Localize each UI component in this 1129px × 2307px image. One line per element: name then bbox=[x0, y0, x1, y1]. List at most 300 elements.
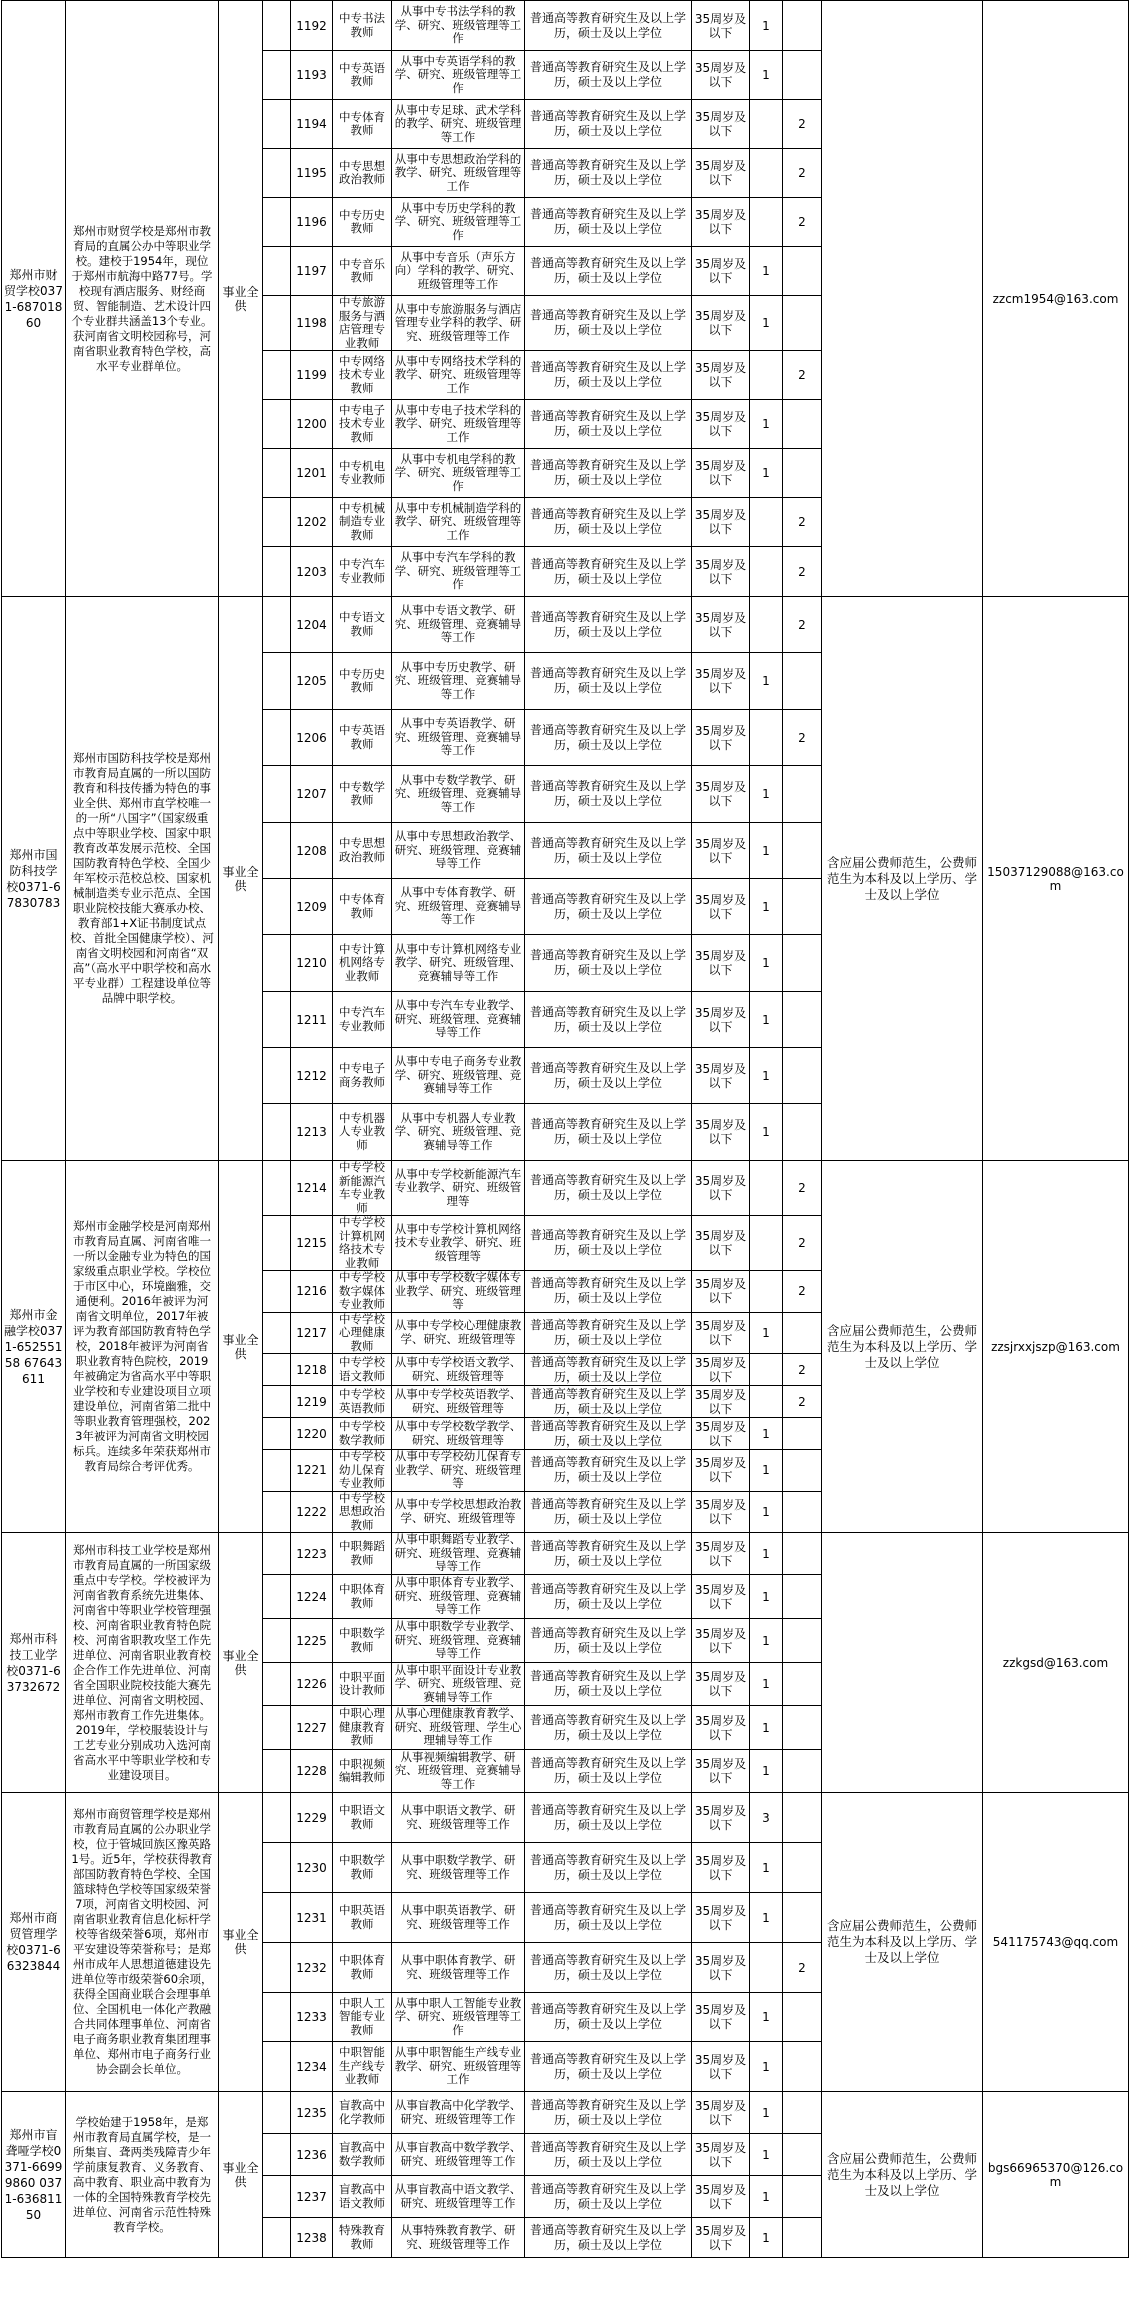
age-requirement: 35周岁及以下 bbox=[692, 1750, 750, 1793]
count-b bbox=[783, 1048, 822, 1104]
education-requirement: 普通高等教育研究生及以上学历，硕士及以上学位 bbox=[525, 935, 692, 992]
count-a: 1 bbox=[750, 1312, 783, 1354]
position-name: 中专电子商务教师 bbox=[333, 1048, 392, 1104]
age-requirement: 35周岁及以下 bbox=[692, 1161, 750, 1216]
table-row bbox=[2, 1533, 1129, 1575]
count-a: 1 bbox=[750, 400, 783, 449]
position-code: 1226 bbox=[291, 1663, 333, 1706]
job-duties: 从事中职体育专业教学、研究、班级管理、竞赛辅导等工作 bbox=[392, 1575, 525, 1619]
count-b bbox=[783, 1104, 822, 1161]
blank-cell bbox=[263, 351, 291, 400]
position-code: 1193 bbox=[291, 51, 333, 100]
position-code: 1233 bbox=[291, 1993, 333, 2042]
count-b bbox=[783, 1663, 822, 1706]
blank-cell bbox=[263, 1271, 291, 1313]
age-requirement: 35周岁及以下 bbox=[692, 2134, 750, 2176]
count-a: 1 bbox=[750, 1706, 783, 1750]
count-a: 1 bbox=[750, 247, 783, 296]
position-code: 1204 bbox=[291, 597, 333, 653]
age-requirement: 35周岁及以下 bbox=[692, 2042, 750, 2092]
count-b: 2 bbox=[783, 100, 822, 149]
position-name: 中专思想政治教师 bbox=[333, 149, 392, 198]
job-duties: 从事中职人工智能专业教学、研究、班级管理等工作 bbox=[392, 1993, 525, 2042]
position-name: 中职舞蹈教师 bbox=[333, 1533, 392, 1575]
age-requirement: 35周岁及以下 bbox=[692, 1312, 750, 1354]
position-name: 中专英语教师 bbox=[333, 51, 392, 100]
count-b bbox=[783, 879, 822, 935]
position-name: 中专体育教师 bbox=[333, 100, 392, 149]
education-requirement: 普通高等教育研究生及以上学历，硕士及以上学位 bbox=[525, 100, 692, 149]
education-requirement: 普通高等教育研究生及以上学历，硕士及以上学位 bbox=[525, 653, 692, 710]
count-b bbox=[783, 1793, 822, 1843]
contact-email: zzkgsd@163.com bbox=[983, 1533, 1129, 1793]
position-name: 中专数学教师 bbox=[333, 766, 392, 823]
count-a bbox=[750, 498, 783, 547]
blank-cell bbox=[263, 597, 291, 653]
count-b bbox=[783, 449, 822, 498]
age-requirement: 35周岁及以下 bbox=[692, 1354, 750, 1386]
education-requirement: 普通高等教育研究生及以上学历，硕士及以上学位 bbox=[525, 449, 692, 498]
position-name: 中专计算机网络专业教师 bbox=[333, 935, 392, 992]
school-name: 郑州市盲聋哑学校0371-66999860 0371-63681150 bbox=[2, 2092, 66, 2258]
position-code: 1198 bbox=[291, 296, 333, 351]
table-row bbox=[2, 1, 1129, 51]
job-duties: 从事中专机械制造学科的教学、研究、班级管理等工作 bbox=[392, 498, 525, 547]
position-name: 中专汽车专业教师 bbox=[333, 547, 392, 597]
blank-cell bbox=[263, 149, 291, 198]
job-duties: 从事中专电子商务专业教学、研究、班级管理、竞赛辅导等工作 bbox=[392, 1048, 525, 1104]
position-code: 1200 bbox=[291, 400, 333, 449]
position-code: 1228 bbox=[291, 1750, 333, 1793]
position-name: 中专语文教师 bbox=[333, 597, 392, 653]
count-b: 2 bbox=[783, 1216, 822, 1271]
education-requirement: 普通高等教育研究生及以上学历，硕士及以上学位 bbox=[525, 1843, 692, 1893]
count-a: 1 bbox=[750, 992, 783, 1048]
education-requirement: 普通高等教育研究生及以上学历，硕士及以上学位 bbox=[525, 597, 692, 653]
education-requirement: 普通高等教育研究生及以上学历，硕士及以上学位 bbox=[525, 1161, 692, 1216]
age-requirement: 35周岁及以下 bbox=[692, 1386, 750, 1418]
age-requirement: 35周岁及以下 bbox=[692, 1893, 750, 1943]
position-name: 中专音乐教师 bbox=[333, 247, 392, 296]
age-requirement: 35周岁及以下 bbox=[692, 351, 750, 400]
job-duties: 从事中专机电学科的教学、研究、班级管理等工作 bbox=[392, 449, 525, 498]
job-duties: 从事中专学校语文教学、研究、班级管理等 bbox=[392, 1354, 525, 1386]
count-b bbox=[783, 1312, 822, 1354]
education-requirement: 普通高等教育研究生及以上学历，硕士及以上学位 bbox=[525, 149, 692, 198]
position-code: 1210 bbox=[291, 935, 333, 992]
count-b: 2 bbox=[783, 1161, 822, 1216]
position-name: 中专学校心理健康教师 bbox=[333, 1312, 392, 1354]
funding-type: 事业全供 bbox=[219, 597, 263, 1161]
age-requirement: 35周岁及以下 bbox=[692, 1619, 750, 1663]
position-name: 盲教高中数学教师 bbox=[333, 2134, 392, 2176]
age-requirement: 35周岁及以下 bbox=[692, 1993, 750, 2042]
job-duties: 从事中专学校英语教学、研究、班级管理等 bbox=[392, 1386, 525, 1418]
age-requirement: 35周岁及以下 bbox=[692, 1491, 750, 1533]
age-requirement: 35周岁及以下 bbox=[692, 2092, 750, 2134]
school-name: 郑州市科技工业学校0371-63732672 bbox=[2, 1533, 66, 1793]
age-requirement: 35周岁及以下 bbox=[692, 935, 750, 992]
education-requirement: 普通高等教育研究生及以上学历，硕士及以上学位 bbox=[525, 1271, 692, 1313]
blank-cell bbox=[263, 51, 291, 100]
count-b: 2 bbox=[783, 498, 822, 547]
position-code: 1213 bbox=[291, 1104, 333, 1161]
blank-cell bbox=[263, 1354, 291, 1386]
job-duties: 从事中专学校数字媒体专业教学、研究、班级管理等 bbox=[392, 1271, 525, 1313]
blank-cell bbox=[263, 1312, 291, 1354]
education-requirement: 普通高等教育研究生及以上学历，硕士及以上学位 bbox=[525, 2042, 692, 2092]
job-duties: 从事视频编辑教学、研究、班级管理、竞赛辅导等工作 bbox=[392, 1750, 525, 1793]
position-code: 1199 bbox=[291, 351, 333, 400]
position-code: 1212 bbox=[291, 1048, 333, 1104]
count-b bbox=[783, 766, 822, 823]
table-row bbox=[2, 1161, 1129, 1216]
school-name: 郑州市金融学校0371-65255158 67643611 bbox=[2, 1161, 66, 1533]
count-a: 1 bbox=[750, 766, 783, 823]
contact-email: 541175743@qq.com bbox=[983, 1793, 1129, 2092]
school-description: 郑州市商贸管理学校是郑州市教育局直属的公办职业学校，位于管城回族区豫英路1号。近5年，学校获得教育部国防教育特色学校、全国篮球特色学校等国家级荣誉7项，河南省文明校园、河南省职业教育信息化标杆学校等省级荣誉6项，郑州市平安建设等荣誉称号；是郑州市成年人思想道德建设先进单位等市级荣誉60余项，获得全国商业联合会理事单位、全国机电一体化产教融合共同体理事单位、河南省电子商务职业教育集团理事单位、郑州市电子商务行业协会副会长单位。 bbox=[66, 1793, 219, 2092]
education-requirement: 普通高等教育研究生及以上学历，硕士及以上学位 bbox=[525, 1575, 692, 1619]
count-b bbox=[783, 2218, 822, 2258]
remarks bbox=[822, 1533, 983, 1793]
position-name: 中专学校英语教师 bbox=[333, 1386, 392, 1418]
blank-cell bbox=[263, 498, 291, 547]
job-duties: 从事中专学校幼儿保育专业教学、研究、班级管理等 bbox=[392, 1450, 525, 1492]
position-code: 1215 bbox=[291, 1216, 333, 1271]
position-name: 中职英语教师 bbox=[333, 1893, 392, 1943]
position-name: 中专机器人专业教师 bbox=[333, 1104, 392, 1161]
position-name: 中职数学教师 bbox=[333, 1619, 392, 1663]
position-name: 中专英语教师 bbox=[333, 710, 392, 766]
count-a: 1 bbox=[750, 296, 783, 351]
position-code: 1223 bbox=[291, 1533, 333, 1575]
position-code: 1203 bbox=[291, 547, 333, 597]
position-code: 1195 bbox=[291, 149, 333, 198]
position-code: 1209 bbox=[291, 879, 333, 935]
position-code: 1194 bbox=[291, 100, 333, 149]
count-b bbox=[783, 1706, 822, 1750]
count-a: 1 bbox=[750, 1843, 783, 1893]
funding-type: 事业全供 bbox=[219, 1533, 263, 1793]
job-duties: 从事中专历史学科的教学、研究、班级管理等工作 bbox=[392, 198, 525, 247]
count-b bbox=[783, 1575, 822, 1619]
age-requirement: 35周岁及以下 bbox=[692, 597, 750, 653]
blank-cell bbox=[263, 2134, 291, 2176]
count-b bbox=[783, 1993, 822, 2042]
education-requirement: 普通高等教育研究生及以上学历，硕士及以上学位 bbox=[525, 1619, 692, 1663]
blank-cell bbox=[263, 198, 291, 247]
age-requirement: 35周岁及以下 bbox=[692, 1450, 750, 1492]
position-name: 中专学校语文教师 bbox=[333, 1354, 392, 1386]
blank-cell bbox=[263, 2092, 291, 2134]
blank-cell bbox=[263, 823, 291, 879]
contact-email: zzcm1954@163.com bbox=[983, 1, 1129, 597]
position-name: 中专学校数字媒体专业教师 bbox=[333, 1271, 392, 1313]
blank-cell bbox=[263, 1706, 291, 1750]
count-b bbox=[783, 992, 822, 1048]
job-duties: 从事中专学校思想政治教学、研究、班级管理等 bbox=[392, 1491, 525, 1533]
funding-type: 事业全供 bbox=[219, 1793, 263, 2092]
contact-email: bgs66965370@126.com bbox=[983, 2092, 1129, 2258]
age-requirement: 35周岁及以下 bbox=[692, 1216, 750, 1271]
age-requirement: 35周岁及以下 bbox=[692, 296, 750, 351]
funding-type: 事业全供 bbox=[219, 1161, 263, 1533]
blank-cell bbox=[263, 1533, 291, 1575]
count-b bbox=[783, 1533, 822, 1575]
job-duties: 从事盲教高中语文教学、研究、班级管理等工作 bbox=[392, 2176, 525, 2218]
age-requirement: 35周岁及以下 bbox=[692, 823, 750, 879]
position-code: 1211 bbox=[291, 992, 333, 1048]
count-b bbox=[783, 1843, 822, 1893]
count-b: 2 bbox=[783, 1354, 822, 1386]
blank-cell bbox=[263, 1893, 291, 1943]
position-name: 中职人工智能专业教师 bbox=[333, 1993, 392, 2042]
job-duties: 从事中职语文教学、研究、班级管理等工作 bbox=[392, 1793, 525, 1843]
count-a: 1 bbox=[750, 2092, 783, 2134]
education-requirement: 普通高等教育研究生及以上学历，硕士及以上学位 bbox=[525, 51, 692, 100]
position-name: 中职智能生产线专业教师 bbox=[333, 2042, 392, 2092]
education-requirement: 普通高等教育研究生及以上学历，硕士及以上学位 bbox=[525, 498, 692, 547]
position-code: 1221 bbox=[291, 1450, 333, 1492]
school-description: 学校始建于1958年，是郑州市教育局直属学校，是一所集盲、聋两类残障青少年学前康复教育、义务教育、高中教育、职业高中教育为一体的全国特殊教育学校先进单位、河南省示范性特殊教育学校。 bbox=[66, 2092, 219, 2258]
blank-cell bbox=[263, 1843, 291, 1893]
count-a: 1 bbox=[750, 1619, 783, 1663]
count-a bbox=[750, 1386, 783, 1418]
count-b: 2 bbox=[783, 198, 822, 247]
position-code: 1207 bbox=[291, 766, 333, 823]
education-requirement: 普通高等教育研究生及以上学历，硕士及以上学位 bbox=[525, 2218, 692, 2258]
age-requirement: 35周岁及以下 bbox=[692, 547, 750, 597]
count-a: 3 bbox=[750, 1793, 783, 1843]
position-name: 特殊教育教师 bbox=[333, 2218, 392, 2258]
job-duties: 从事中专汽车专业教学、研究、班级管理、竞赛辅导等工作 bbox=[392, 992, 525, 1048]
job-duties: 从事中专电子技术学科的教学、研究、班级管理等工作 bbox=[392, 400, 525, 449]
school-description: 郑州市国防科技学校是郑州市教育局直属的一所以国防教育和科技传播为特色的事业全供、郑州市直学校唯一的一所“八国字”（国家级重点中等职业学校、国家中职教育改革发展示范校、全国国防教育特色学校、全国少年军校示范校总校、国家机械制造类专业示范点、全国职业院校技能大赛承办校、教育部1+X证书制度试点校、首批全国健康学校）、河南省文明校园和河南省“双高”（高水平中职学校和高水平专业群）工程建设单位等品牌中职学校。 bbox=[66, 597, 219, 1161]
education-requirement: 普通高等教育研究生及以上学历，硕士及以上学位 bbox=[525, 1706, 692, 1750]
blank-cell bbox=[263, 1048, 291, 1104]
job-duties: 从事中专学校新能源汽车专业教学、研究、班级管理等 bbox=[392, 1161, 525, 1216]
position-code: 1202 bbox=[291, 498, 333, 547]
position-code: 1196 bbox=[291, 198, 333, 247]
position-code: 1217 bbox=[291, 1312, 333, 1354]
age-requirement: 35周岁及以下 bbox=[692, 1048, 750, 1104]
job-duties: 从事中职数学专业教学、研究、班级管理、竞赛辅导等工作 bbox=[392, 1619, 525, 1663]
education-requirement: 普通高等教育研究生及以上学历，硕士及以上学位 bbox=[525, 2092, 692, 2134]
education-requirement: 普通高等教育研究生及以上学历，硕士及以上学位 bbox=[525, 198, 692, 247]
position-name: 中职体育教师 bbox=[333, 1943, 392, 1993]
count-b: 2 bbox=[783, 547, 822, 597]
education-requirement: 普通高等教育研究生及以上学历，硕士及以上学位 bbox=[525, 1533, 692, 1575]
count-b bbox=[783, 51, 822, 100]
job-duties: 从事盲教高中化学教学、研究、班级管理等工作 bbox=[392, 2092, 525, 2134]
education-requirement: 普通高等教育研究生及以上学历，硕士及以上学位 bbox=[525, 351, 692, 400]
count-b bbox=[783, 1, 822, 51]
count-a: 1 bbox=[750, 2176, 783, 2218]
count-a: 1 bbox=[750, 2218, 783, 2258]
count-b bbox=[783, 1491, 822, 1533]
job-duties: 从事中职体育教学、研究、班级管理等工作 bbox=[392, 1943, 525, 1993]
age-requirement: 35周岁及以下 bbox=[692, 449, 750, 498]
count-a: 1 bbox=[750, 879, 783, 935]
position-code: 1222 bbox=[291, 1491, 333, 1533]
job-duties: 从事中专英语教学、研究、班级管理、竞赛辅导等工作 bbox=[392, 710, 525, 766]
blank-cell bbox=[263, 400, 291, 449]
position-name: 中专书法教师 bbox=[333, 1, 392, 51]
count-a: 1 bbox=[750, 1048, 783, 1104]
count-b bbox=[783, 2176, 822, 2218]
position-name: 中专学校计算机网络技术专业教师 bbox=[333, 1216, 392, 1271]
count-a: 1 bbox=[750, 1, 783, 51]
education-requirement: 普通高等教育研究生及以上学历，硕士及以上学位 bbox=[525, 1993, 692, 2042]
position-name: 中职心理健康教育教师 bbox=[333, 1706, 392, 1750]
position-name: 中专思想政治教师 bbox=[333, 823, 392, 879]
education-requirement: 普通高等教育研究生及以上学历，硕士及以上学位 bbox=[525, 879, 692, 935]
education-requirement: 普通高等教育研究生及以上学历，硕士及以上学位 bbox=[525, 1048, 692, 1104]
age-requirement: 35周岁及以下 bbox=[692, 1, 750, 51]
count-b bbox=[783, 653, 822, 710]
education-requirement: 普通高等教育研究生及以上学历，硕士及以上学位 bbox=[525, 1893, 692, 1943]
job-duties: 从事中职舞蹈专业教学、研究、班级管理、竞赛辅导等工作 bbox=[392, 1533, 525, 1575]
job-duties: 从事中专语文教学、研究、班级管理、竞赛辅导等工作 bbox=[392, 597, 525, 653]
position-code: 1218 bbox=[291, 1354, 333, 1386]
table-body bbox=[2, 1, 1129, 2258]
job-duties: 从事中专机器人专业教学、研究、班级管理、竞赛辅导等工作 bbox=[392, 1104, 525, 1161]
blank-cell bbox=[263, 1663, 291, 1706]
blank-cell bbox=[263, 2218, 291, 2258]
job-duties: 从事中专思想政治教学、研究、班级管理、竞赛辅导等工作 bbox=[392, 823, 525, 879]
education-requirement: 普通高等教育研究生及以上学历，硕士及以上学位 bbox=[525, 710, 692, 766]
blank-cell bbox=[263, 710, 291, 766]
age-requirement: 35周岁及以下 bbox=[692, 498, 750, 547]
education-requirement: 普通高等教育研究生及以上学历，硕士及以上学位 bbox=[525, 296, 692, 351]
count-b bbox=[783, 1750, 822, 1793]
age-requirement: 35周岁及以下 bbox=[692, 992, 750, 1048]
job-duties: 从事中专体育教学、研究、班级管理、竞赛辅导等工作 bbox=[392, 879, 525, 935]
education-requirement: 普通高等教育研究生及以上学历，硕士及以上学位 bbox=[525, 247, 692, 296]
blank-cell bbox=[263, 1750, 291, 1793]
position-code: 1235 bbox=[291, 2092, 333, 2134]
education-requirement: 普通高等教育研究生及以上学历，硕士及以上学位 bbox=[525, 1663, 692, 1706]
count-a bbox=[750, 198, 783, 247]
count-a bbox=[750, 1943, 783, 1993]
count-b: 2 bbox=[783, 149, 822, 198]
job-duties: 从事盲教高中数学教学、研究、班级管理等工作 bbox=[392, 2134, 525, 2176]
education-requirement: 普通高等教育研究生及以上学历，硕士及以上学位 bbox=[525, 992, 692, 1048]
count-b: 2 bbox=[783, 1271, 822, 1313]
count-b: 2 bbox=[783, 351, 822, 400]
count-a: 1 bbox=[750, 1663, 783, 1706]
job-duties: 从事中专计算机网络专业教学、研究、班级管理、竞赛辅导等工作 bbox=[392, 935, 525, 992]
count-a: 1 bbox=[750, 1893, 783, 1943]
position-code: 1197 bbox=[291, 247, 333, 296]
blank-cell bbox=[263, 935, 291, 992]
position-code: 1227 bbox=[291, 1706, 333, 1750]
position-code: 1231 bbox=[291, 1893, 333, 1943]
count-a: 1 bbox=[750, 1450, 783, 1492]
remarks: 含应届公费师范生，公费师范生为本科及以上学历、学士及以上学位 bbox=[822, 1793, 983, 2092]
count-b bbox=[783, 247, 822, 296]
education-requirement: 普通高等教育研究生及以上学历，硕士及以上学位 bbox=[525, 2176, 692, 2218]
count-a bbox=[750, 100, 783, 149]
position-name: 中专电子技术专业教师 bbox=[333, 400, 392, 449]
position-name: 中专学校新能源汽车专业教师 bbox=[333, 1161, 392, 1216]
job-duties: 从事中职数学教学、研究、班级管理等工作 bbox=[392, 1843, 525, 1893]
count-a: 1 bbox=[750, 823, 783, 879]
count-a: 1 bbox=[750, 1993, 783, 2042]
position-code: 1232 bbox=[291, 1943, 333, 1993]
age-requirement: 35周岁及以下 bbox=[692, 1104, 750, 1161]
position-code: 1224 bbox=[291, 1575, 333, 1619]
job-duties: 从事中职智能生产线专业教学、研究、班级管理等工作 bbox=[392, 2042, 525, 2092]
blank-cell bbox=[263, 1943, 291, 1993]
count-a: 1 bbox=[750, 1533, 783, 1575]
education-requirement: 普通高等教育研究生及以上学历，硕士及以上学位 bbox=[525, 1386, 692, 1418]
count-b bbox=[783, 296, 822, 351]
count-a: 1 bbox=[750, 1575, 783, 1619]
job-duties: 从事特殊教育教学、研究、班级管理等工作 bbox=[392, 2218, 525, 2258]
age-requirement: 35周岁及以下 bbox=[692, 100, 750, 149]
education-requirement: 普通高等教育研究生及以上学历，硕士及以上学位 bbox=[525, 1491, 692, 1533]
education-requirement: 普通高等教育研究生及以上学历，硕士及以上学位 bbox=[525, 1418, 692, 1450]
school-name: 郑州市国防科技学校0371-67830783 bbox=[2, 597, 66, 1161]
position-name: 中专学校思想政治教师 bbox=[333, 1491, 392, 1533]
position-name: 中职语文教师 bbox=[333, 1793, 392, 1843]
age-requirement: 35周岁及以下 bbox=[692, 710, 750, 766]
age-requirement: 35周岁及以下 bbox=[692, 1663, 750, 1706]
job-duties: 从事中专历史教学、研究、班级管理、竞赛辅导等工作 bbox=[392, 653, 525, 710]
age-requirement: 35周岁及以下 bbox=[692, 1793, 750, 1843]
position-code: 1220 bbox=[291, 1418, 333, 1450]
count-a: 1 bbox=[750, 51, 783, 100]
education-requirement: 普通高等教育研究生及以上学历，硕士及以上学位 bbox=[525, 1943, 692, 1993]
position-name: 盲教高中化学教师 bbox=[333, 2092, 392, 2134]
contact-email: zzsjrxxjszp@163.com bbox=[983, 1161, 1129, 1533]
position-code: 1229 bbox=[291, 1793, 333, 1843]
school-description: 郑州市财贸学校是郑州市教育局的直属公办中等职业学校。建校于1954年，现位于郑州市航海中路77号。学校现有酒店服务、财经商贸、智能制造、艺术设计四个专业群共涵盖13个专业。获河南省文明校园称号，河南省职业教育特色学校，高水平专业群单位。 bbox=[66, 1, 219, 597]
age-requirement: 35周岁及以下 bbox=[692, 1418, 750, 1450]
job-duties: 从事中专汽车学科的教学、研究、班级管理等工作 bbox=[392, 547, 525, 597]
count-a: 1 bbox=[750, 1104, 783, 1161]
blank-cell bbox=[263, 1104, 291, 1161]
count-a: 1 bbox=[750, 2134, 783, 2176]
job-duties: 从事中专网络技术学科的教学、研究、班级管理等工作 bbox=[392, 351, 525, 400]
table-row bbox=[2, 1793, 1129, 1843]
position-code: 1205 bbox=[291, 653, 333, 710]
count-b bbox=[783, 1619, 822, 1663]
blank-cell bbox=[263, 1386, 291, 1418]
position-code: 1238 bbox=[291, 2218, 333, 2258]
position-code: 1236 bbox=[291, 2134, 333, 2176]
job-duties: 从事中专学校心理健康教学、研究、班级管理等 bbox=[392, 1312, 525, 1354]
job-duties: 从事中专音乐（声乐方向）学科的教学、研究、班级管理等工作 bbox=[392, 247, 525, 296]
education-requirement: 普通高等教育研究生及以上学历，硕士及以上学位 bbox=[525, 547, 692, 597]
age-requirement: 35周岁及以下 bbox=[692, 1943, 750, 1993]
blank-cell bbox=[263, 449, 291, 498]
position-name: 中专旅游服务与酒店管理专业教师 bbox=[333, 296, 392, 351]
count-a: 1 bbox=[750, 935, 783, 992]
count-a bbox=[750, 710, 783, 766]
age-requirement: 35周岁及以下 bbox=[692, 1706, 750, 1750]
blank-cell bbox=[263, 766, 291, 823]
age-requirement: 35周岁及以下 bbox=[692, 2218, 750, 2258]
position-code: 1219 bbox=[291, 1386, 333, 1418]
education-requirement: 普通高等教育研究生及以上学历，硕士及以上学位 bbox=[525, 766, 692, 823]
job-duties: 从事中专书法学科的教学、研究、班级管理等工作 bbox=[392, 1, 525, 51]
count-a bbox=[750, 1161, 783, 1216]
count-a: 1 bbox=[750, 1491, 783, 1533]
education-requirement: 普通高等教育研究生及以上学历，硕士及以上学位 bbox=[525, 1793, 692, 1843]
age-requirement: 35周岁及以下 bbox=[692, 400, 750, 449]
